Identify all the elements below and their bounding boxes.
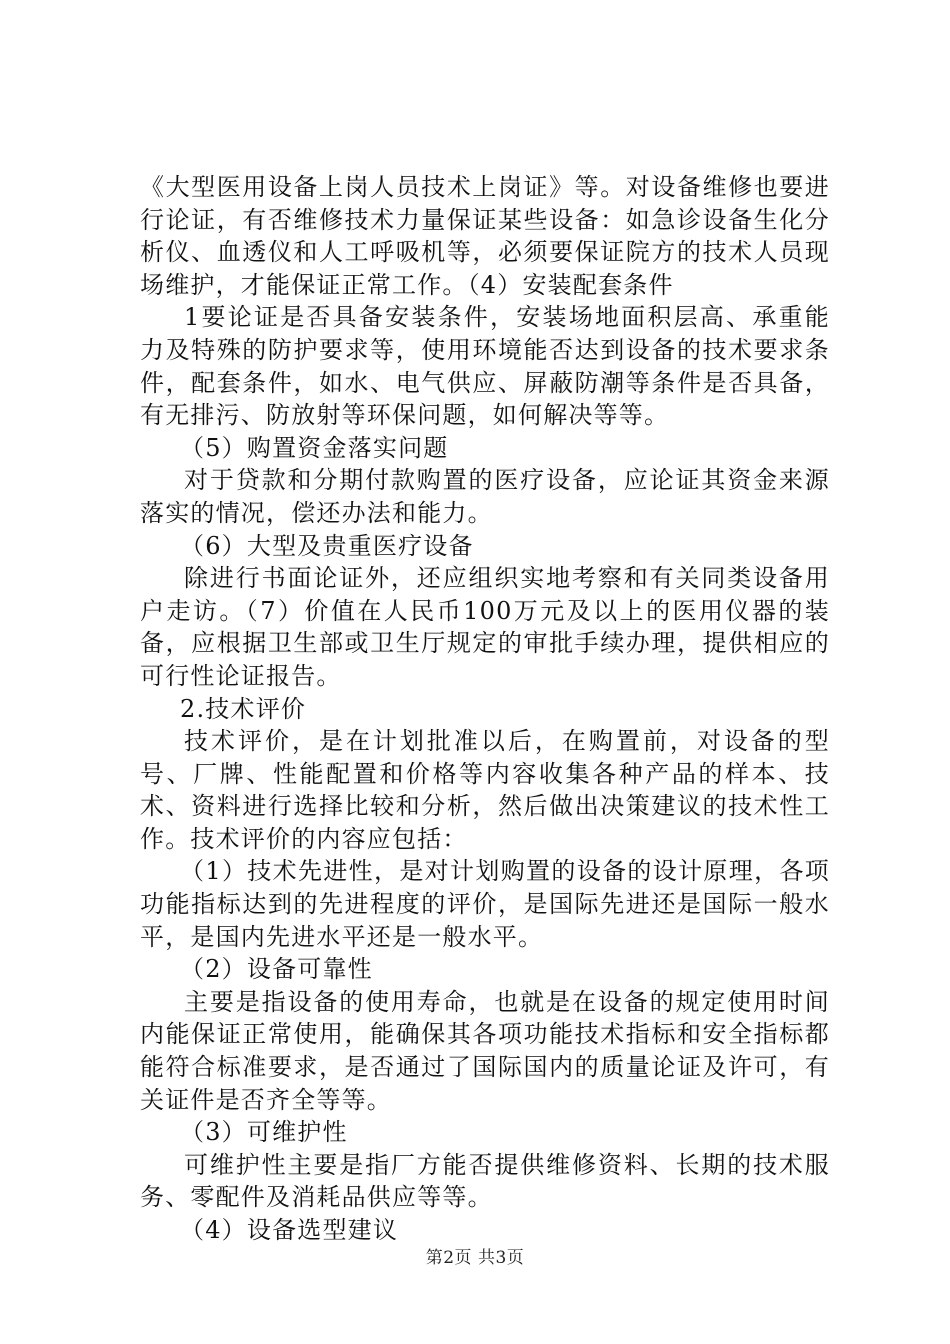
paragraph-reliability: 主要是指设备的使用寿命，也就是在设备的规定使用时间内能保证正常使用，能确保其各项功能技术指标和安全指标都能符合标准要求，是否通过了国际国内的质量论证及许可，有关证件是否齐全等等。 — [140, 987, 830, 1114]
heading-maintainability: （3）可维护性 — [180, 1118, 348, 1147]
paragraph-technical-evaluation: 技术评价，是在计划批准以后，在购置前，对设备的型号、厂牌、性能配置和价格等内容收集各种产品的样本、技术、资料进行选择比较和分析，然后做出决策建议的技术性工作。技术评价的内容应包括： — [140, 727, 830, 853]
paragraph-technical-advancement: （1）技术先进性，是对计划购置的设备的设计原理，各项功能指标达到的先进程度的评价，是国际先进还是国际一般水平，是国内先进水平还是一般水平。 — [140, 857, 830, 951]
heading-large-equipment: （6）大型及贵重医疗设备 — [180, 531, 474, 560]
heading-funding: （5）购置资金落实问题 — [180, 433, 449, 462]
paragraph-maintainability: 可维护性主要是指厂方能否提供维修资料、长期的技术服务、零配件及消耗品供应等等。 — [140, 1150, 830, 1212]
page-footer: 第2页 共3页 — [425, 1248, 525, 1268]
heading-selection-advice: （4）设备选型建议 — [180, 1216, 399, 1244]
heading-reliability: （2）设备可靠性 — [180, 955, 373, 984]
document-body — [140, 171, 830, 1247]
paragraph-funding: 对于贷款和分期付款购置的医疗设备，应论证其资金来源落实的情况，偿还办法和能力。 — [140, 466, 830, 527]
paragraph-installation-conditions: 1要论证是否具备安装条件，安装场地面积层高、承重能力及特殊的防护要求等，使用环境能否达到设备的技术要求条件，配套条件，如水、电气供应、屏蔽防潮等条件是否具备，有无排污、防放射等环保问题，如何解决等等。 — [140, 303, 830, 430]
heading-technical-evaluation: 2.技术评价 — [180, 694, 307, 723]
paragraph-large-equipment: 除进行书面论证外，还应组织实地考察和有关同类设备用户走访。（7）价值在人民币100万元及以上的医用仪器的装备，应根据卫生部或卫生厅规定的审批手续办理，提供相应的可行性论证报告。 — [140, 564, 830, 690]
paragraph-continuation: 《大型医用设备上岗人员技术上岗证》等。对设备维修也要进行论证，有否维修技术力量保证某些设备：如急诊设备生化分析仪、血透仪和人工呼吸机等，必须要保证院方的技术人员现场维护，才能保证正常工作。（4）安装配套条件 — [140, 173, 830, 299]
